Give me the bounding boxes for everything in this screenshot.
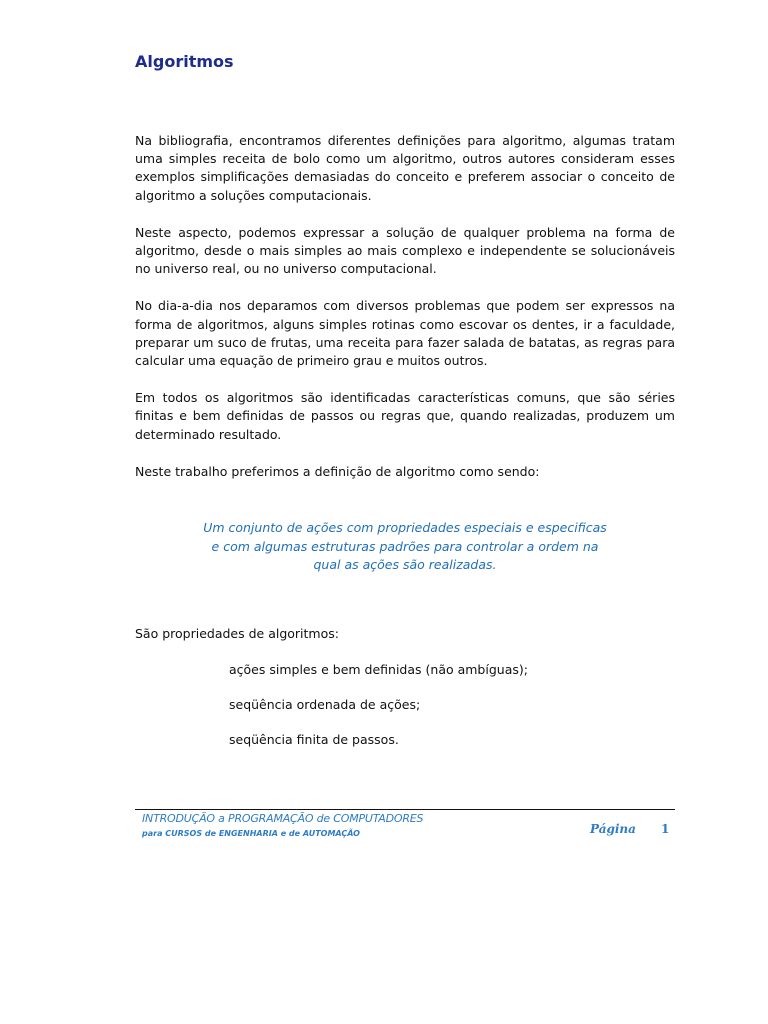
property-item: seqüência finita de passos.	[229, 732, 399, 747]
quote-line: Um conjunto de ações com propriedades especiais e especificas	[203, 520, 607, 535]
definition-quote	[195, 519, 615, 575]
body-text	[135, 132, 675, 500]
paragraph-1: Na bibliografia, encontramos diferentes definições para algoritmo, algumas tratam uma simples receita de bolo como um algoritmo, outros autores consideram esses exemplos simplificações demasiadas do conceito e preferem associar o conceito de algoritmo a soluções computacionais.	[135, 133, 675, 203]
property-item: seqüência ordenada de ações;	[229, 697, 421, 712]
paragraph-2: Neste aspecto, podemos expressar a solução de qualquer problema na forma de algoritmo, desde o mais simples ao mais complexo e independente se solucionáveis no universo real, ou no universo computacional.	[135, 224, 675, 277]
quote-line: qual as ações são realizadas.	[313, 557, 497, 572]
paragraph-4: Em todos os algoritmos são identificadas características comuns, que são séries finitas e bem definidas de passos ou regras que, quando realizadas, produzem um determinado resultado.	[135, 390, 675, 442]
footer-page-number: 1	[661, 822, 670, 836]
property-item: ações simples e bem definidas (não ambíguas);	[229, 662, 528, 677]
footer-page-label: Página	[590, 822, 636, 836]
footer-course-subtitle: para CURSOS de ENGENHARIA e de AUTOMAÇÃO	[142, 829, 360, 838]
quote-line: e com algumas estruturas padrões para controlar a ordem na	[211, 538, 599, 554]
footer-course-title: INTRODUÇÃO a PROGRAMAÇÃO de COMPUTADORES	[142, 812, 424, 825]
paragraph-3: No dia-a-dia nos deparamos com diversos problemas que podem ser expressos na forma de algoritmos, alguns simples rotinas como escovar os dentes, ir a faculdade, preparar um suco de frutas, uma receita para fazer salada de batatas, as regras para calcular uma equação de primeiro grau e muitos outros.	[135, 298, 675, 369]
paragraph-5: Neste trabalho preferimos a definição de algoritmo como sendo:	[135, 463, 540, 479]
page-title: Algoritmos	[135, 52, 234, 71]
properties-list	[229, 661, 528, 766]
footer-divider	[135, 809, 675, 810]
properties-heading: São propriedades de algoritmos:	[135, 626, 339, 641]
